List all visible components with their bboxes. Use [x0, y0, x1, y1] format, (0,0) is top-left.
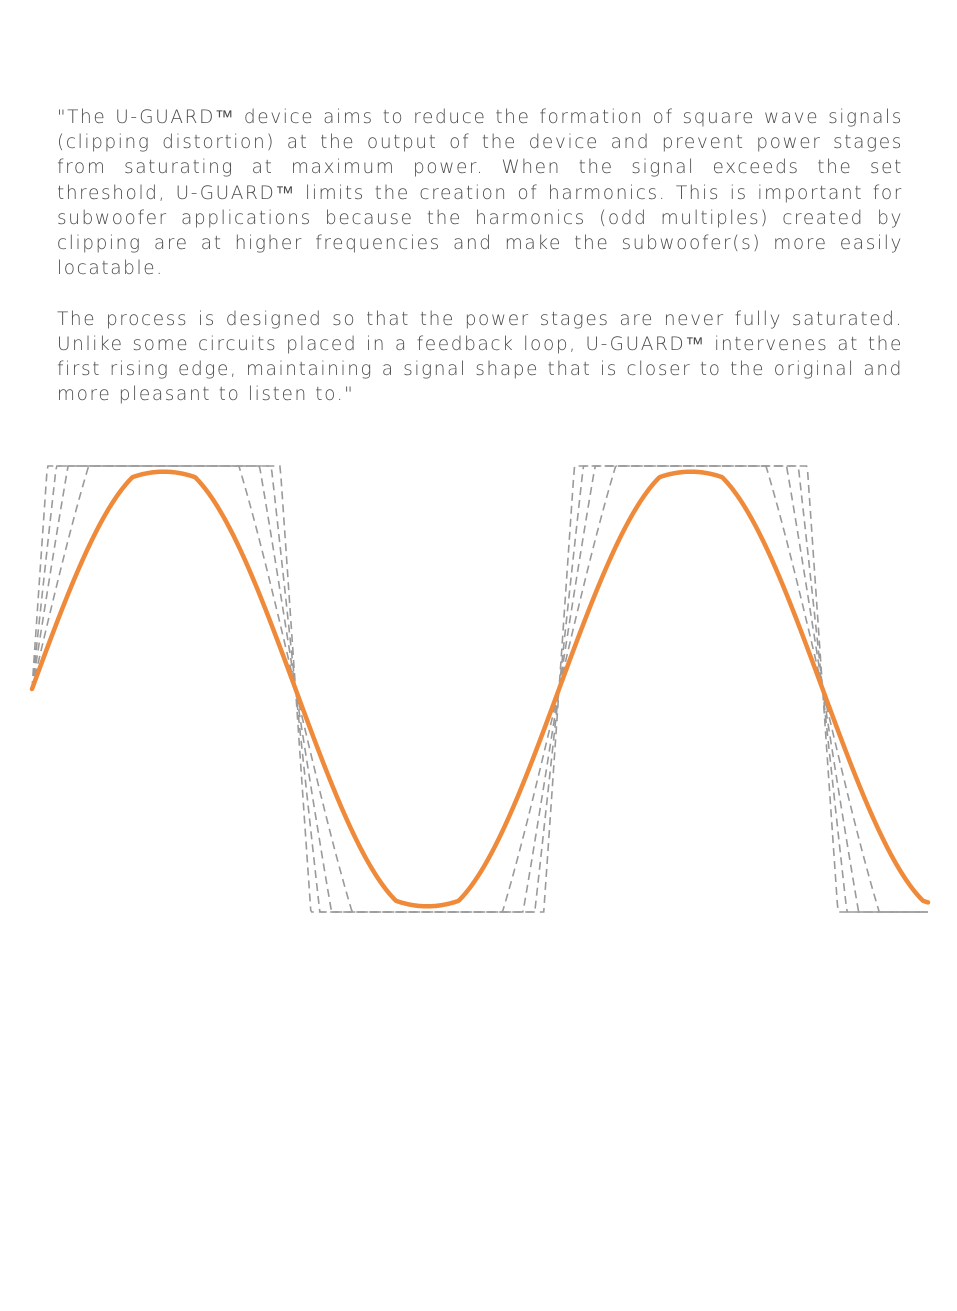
paragraph-2: The process is designed so that the power stages are never fully saturated. Unlike some circuits placed in a feedback loop, U-GUARD™ intervenes at the first rising edge, maintaining a signal shape that is closer to the original and more pleasant to listen to." — [57, 308, 903, 406]
clipped-wave-4 — [32, 466, 928, 912]
description-text — [57, 105, 903, 433]
uguard-signal-wave — [32, 472, 928, 907]
clipped-wave-2 — [32, 466, 928, 912]
clipped-wave-3 — [32, 466, 928, 912]
clipped-wave-1 — [32, 466, 928, 912]
waveform-diagram — [0, 450, 957, 930]
paragraph-1: "The U-GUARD™ device aims to reduce the formation of square wave signals (clipping distortion) at the output of the device and prevent power stages from saturating at maximum power. When the signal exceeds the set threshold, U-GUARD™ limits the creation of harmonics. This is important for subwoofer applications because the harmonics (odd multiples) created by clipping are at higher frequencies and make the subwoofer(s) more easily locatable. — [57, 107, 903, 280]
clipped-waves — [32, 466, 928, 912]
